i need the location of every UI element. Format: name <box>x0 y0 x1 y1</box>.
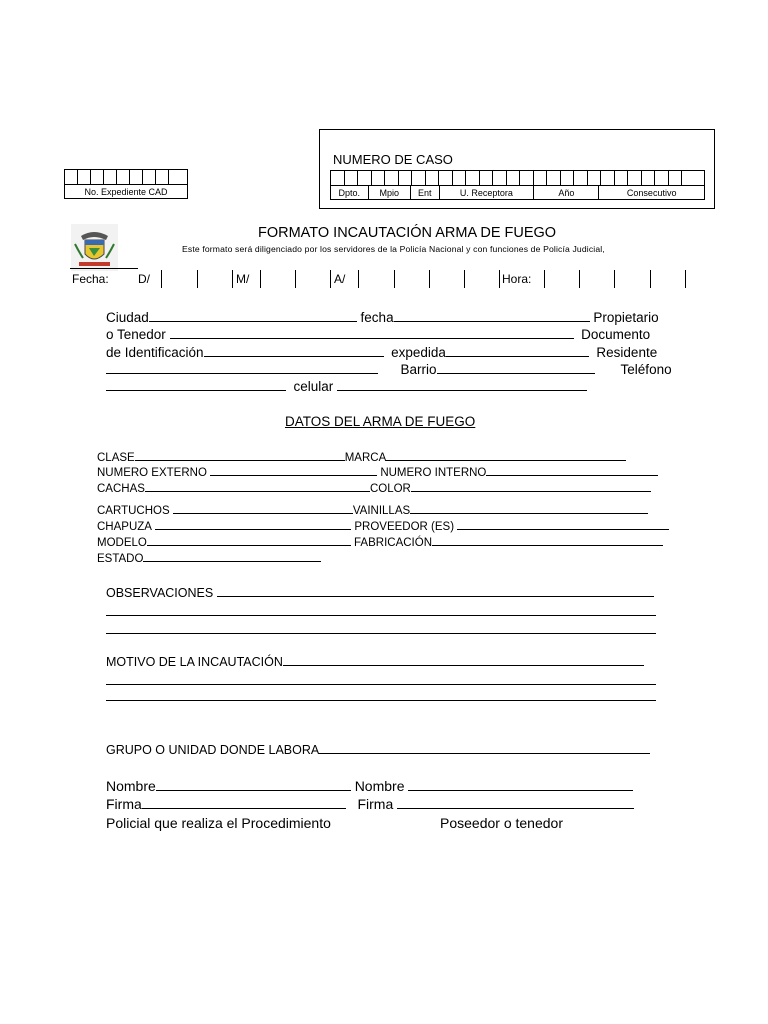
chapuza-field[interactable] <box>155 518 351 530</box>
firma-policial-field[interactable] <box>142 796 346 809</box>
fabricacion-field[interactable] <box>432 534 663 546</box>
chapuza-label: CHAPUZA <box>97 521 152 533</box>
barrio-field[interactable] <box>437 361 595 374</box>
poseedor-caption: Poseedor o tenedor <box>440 815 563 831</box>
owner-row-3 <box>106 344 657 360</box>
case-number-box <box>319 129 715 209</box>
case-number-grid[interactable] <box>330 170 705 186</box>
fecha-field[interactable] <box>394 309 590 322</box>
fabricacion-label: FABRICACIÓN <box>354 537 433 549</box>
numero-externo-field[interactable] <box>210 464 377 476</box>
tenedor-label: o Tenedor <box>106 327 166 342</box>
nombre-poseedor-field[interactable] <box>408 778 633 791</box>
expedida-label: expedida <box>391 345 446 360</box>
vainillas-field[interactable] <box>410 502 648 514</box>
policial-caption: Policial que realiza el Procedimiento <box>106 815 331 831</box>
label-ano: Año <box>534 186 599 199</box>
cartuchos-label: CARTUCHOS <box>97 505 170 517</box>
row-nombre <box>106 778 633 794</box>
color-field[interactable] <box>411 480 651 492</box>
case-number-title: NUMERO DE CASO <box>333 152 453 167</box>
nombre-poseedor-label: Nombre <box>354 778 405 794</box>
expediente-box[interactable] <box>64 169 188 199</box>
cartuchos-field[interactable] <box>173 502 353 514</box>
month-label: M/ <box>236 272 250 286</box>
color-label: COLOR <box>369 483 411 495</box>
row-numero <box>97 464 658 479</box>
identificacion-label: de Identificación <box>106 345 204 360</box>
row-cachas-color <box>97 480 651 495</box>
barrio-label: Barrio <box>400 362 437 377</box>
owner-row-4 <box>106 361 672 377</box>
clase-field[interactable] <box>135 449 345 461</box>
hora-label: Hora: <box>502 272 532 286</box>
numero-interno-label: NUMERO INTERNO <box>380 467 487 479</box>
residente-field[interactable] <box>106 361 378 374</box>
expediente-label: No. Expediente CAD <box>84 186 168 197</box>
owner-row-1 <box>106 309 659 325</box>
row-modelo <box>97 534 663 549</box>
motivo-line-3[interactable] <box>106 700 656 701</box>
row-firma <box>106 796 634 812</box>
observaciones-field[interactable] <box>217 584 654 597</box>
motivo-label: MOTIVO DE LA INCAUTACIÓN <box>106 655 283 669</box>
observaciones-label: OBSERVACIONES <box>106 586 214 600</box>
row-chapuza <box>97 518 669 533</box>
row-observaciones <box>106 584 654 600</box>
firma-poseedor-label: Firma <box>357 796 394 812</box>
observaciones-line-2[interactable] <box>106 615 656 616</box>
telefono-label: Teléfono <box>620 362 672 377</box>
label-mpio: Mpio <box>369 186 411 199</box>
firma-poseedor-field[interactable] <box>397 796 634 809</box>
celular-field[interactable] <box>337 378 587 391</box>
label-consecutivo: Consecutivo <box>626 187 677 198</box>
label-ent: Ent <box>411 186 440 199</box>
row-grupo <box>106 741 650 757</box>
modelo-label: MODELO <box>97 537 147 549</box>
cachas-field[interactable] <box>145 480 370 492</box>
clase-label: CLASE <box>97 452 135 464</box>
owner-row-2 <box>106 326 650 342</box>
observaciones-line-3[interactable] <box>106 633 656 634</box>
residente-label: Residente <box>596 345 658 360</box>
section-title: DATOS DEL ARMA DE FUEGO <box>285 414 476 429</box>
firma-policial-label: Firma <box>106 796 142 812</box>
documento-label: Documento <box>581 327 651 342</box>
identificacion-field[interactable] <box>204 344 384 357</box>
proveedor-field[interactable] <box>457 518 669 530</box>
owner-row-5 <box>106 378 587 394</box>
label-u-receptora: U. Receptora <box>440 186 535 199</box>
vainillas-label: VAINILLAS <box>352 505 411 517</box>
nombre-policial-label: Nombre <box>106 778 156 794</box>
case-number-labels <box>330 186 705 200</box>
fecha-label-2: fecha <box>360 310 394 325</box>
row-motivo <box>106 653 644 669</box>
tenedor-field[interactable] <box>170 326 574 339</box>
grupo-field[interactable] <box>319 741 650 754</box>
numero-interno-field[interactable] <box>486 464 658 476</box>
modelo-field[interactable] <box>147 534 351 546</box>
year-label: A/ <box>334 272 346 286</box>
numero-externo-label: NUMERO EXTERNO <box>97 467 207 479</box>
propietario-label: Propietario <box>593 310 659 325</box>
motivo-field[interactable] <box>283 653 644 666</box>
colombia-crest-logo <box>71 224 118 271</box>
row-cartuchos <box>97 502 648 517</box>
nombre-policial-field[interactable] <box>156 778 351 791</box>
cachas-label: CACHAS <box>97 483 145 495</box>
ciudad-label: Ciudad <box>106 310 149 325</box>
expedida-field[interactable] <box>446 344 589 357</box>
form-title: FORMATO INCAUTACIÓN ARMA DE FUEGO <box>258 225 557 241</box>
marca-field[interactable] <box>386 449 626 461</box>
row-estado <box>97 550 321 565</box>
label-dpto: Dpto. <box>331 186 369 199</box>
celular-label: celular <box>293 379 334 394</box>
estado-label: ESTADO <box>97 553 144 565</box>
telefono-field[interactable] <box>106 378 286 391</box>
form-subtitle: Este formato será diligenciado por los servidores de la Policía Nacional y con funciones de Policía Judicial, <box>182 244 605 254</box>
grupo-label: GRUPO O UNIDAD DONDE LABORA <box>106 743 320 757</box>
estado-field[interactable] <box>143 550 321 562</box>
marca-label: MARCA <box>344 452 387 464</box>
ciudad-field[interactable] <box>149 309 357 322</box>
motivo-line-2[interactable] <box>106 684 656 685</box>
day-label: D/ <box>138 272 150 286</box>
proveedor-label: PROVEEDOR (ES) <box>354 521 455 533</box>
fecha-label: Fecha: <box>72 272 109 286</box>
row-clase-marca <box>97 449 626 464</box>
